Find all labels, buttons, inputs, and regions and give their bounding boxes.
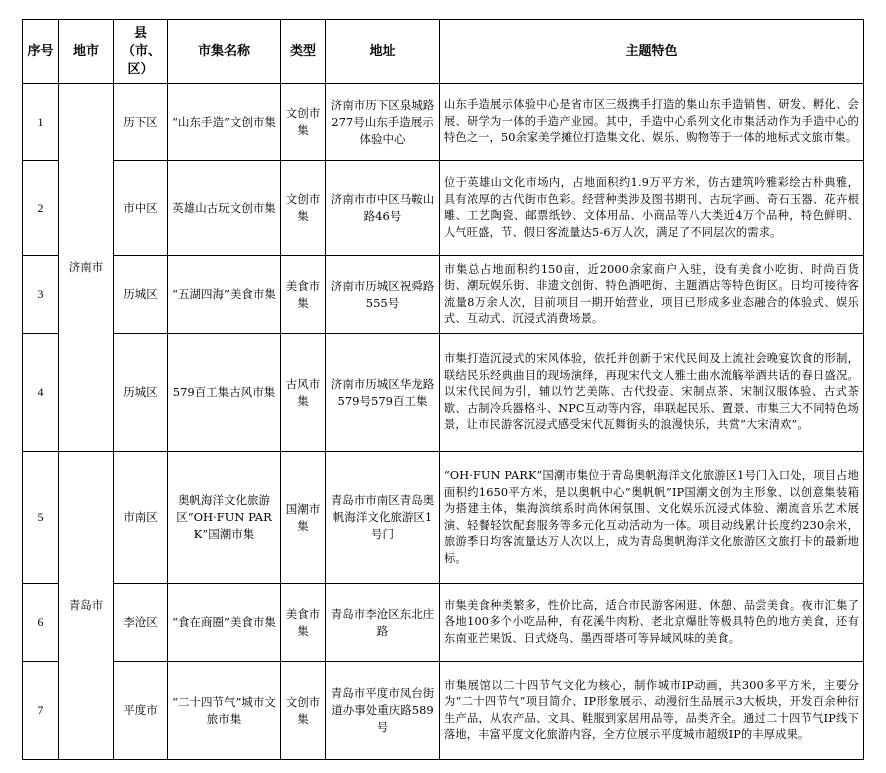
- row-address: 济南市市中区马鞍山路46号: [326, 161, 440, 256]
- header-feature: 主题特色: [440, 20, 864, 84]
- header-city: 地市: [59, 20, 114, 84]
- row-feature: 市集展馆以二十四节气文化为核心，制作城市IP动画，共300多平方米，主要分为“二十四节气”项目简介、IP形象展示、动漫衍生品展示3大板块，开发百余种衍生产品，从农产品、文具、鞋服到家居用品等，品类齐全。通过二十四节气IP线下落地，丰富平度文化旅游内容，全方位展示平度城市超级IP的丰厚成果。: [440, 662, 864, 760]
- header-name: 市集名称: [168, 20, 281, 84]
- row-market-name: “五湖四海”美食市集: [168, 256, 281, 334]
- row-market-name: “山东手造”文创市集: [168, 84, 281, 161]
- table-row: [23, 84, 864, 161]
- row-type: 美食市集: [281, 256, 326, 334]
- row-market-name: “二十四节气”城市文旅市集: [168, 662, 281, 760]
- row-type: 美食市集: [281, 584, 326, 662]
- row-seq: 5: [23, 452, 59, 584]
- header-type: 类型: [281, 20, 326, 84]
- row-type: 古风市集: [281, 334, 326, 452]
- row-seq: 3: [23, 256, 59, 334]
- row-address: 青岛市李沧区东北庄路: [326, 584, 440, 662]
- row-address: 济南市历下区泉城路277号山东手造展示体验中心: [326, 84, 440, 161]
- row-seq: 1: [23, 84, 59, 161]
- row-market-name: 奥帆海洋文化旅游区“OH·FUN PARK”国潮市集: [168, 452, 281, 584]
- city-cell-qingdao: 青岛市: [59, 452, 114, 760]
- row-county: 历下区: [114, 84, 168, 161]
- row-county: 李沧区: [114, 584, 168, 662]
- header-seq: 序号: [23, 20, 59, 84]
- row-feature: 市集打造沉浸式的宋风体验，依托并创新于宋代民间及上流社会晚宴饮食的形制，联结民乐经典曲目的现场演绎，再现宋代文人雅士曲水流觞举酒共话的春日盛况。以宋代民间为引，辅以竹艺美陈、古代投壶、宋制点茶、宋制汉服体验、古式茶歇、古制冷兵器格斗、NPC互动等内容，串联起民乐、置景、市集三大不同特色场景，让市民游客沉浸式感受宋代瓦舞街头的浪漫快乐，共赏“大宋清欢”。: [440, 334, 864, 452]
- row-county: 历城区: [114, 334, 168, 452]
- row-seq: 2: [23, 161, 59, 256]
- row-type: 国潮市集: [281, 452, 326, 584]
- table-row: [23, 256, 864, 334]
- row-market-name: 英雄山古玩文创市集: [168, 161, 281, 256]
- row-feature: 位于英雄山文化市场内，占地面积约1.9万平方米，仿古建筑吟雅彩绘古朴典雅，具有浓厚的古代街市色彩。经营种类涉及图书期刊、古玩字画、奇石玉器、花卉根雕、工艺陶瓷、邮票纸钞、文体用品、小商品等八大类近4万个品种，特色鲜明、人气旺盛，节、假日客流量达5-6万人次，满足了不同层次的需求。: [440, 161, 864, 256]
- table-row: [23, 452, 864, 584]
- row-type: 文创市集: [281, 161, 326, 256]
- row-address: 青岛市平度市凤台街道办事处重庆路589号: [326, 662, 440, 760]
- table-row: [23, 584, 864, 662]
- row-address: 青岛市市南区青岛奥帆海洋文化旅游区1号门: [326, 452, 440, 584]
- table-row: [23, 662, 864, 760]
- row-seq: 6: [23, 584, 59, 662]
- row-address: 济南市历城区祝舜路555号: [326, 256, 440, 334]
- row-type: 文创市集: [281, 84, 326, 161]
- table-row: [23, 161, 864, 256]
- row-market-name: 579百工集古风市集: [168, 334, 281, 452]
- market-table: [22, 19, 864, 760]
- row-address: 济南市历城区华龙路579号579百工集: [326, 334, 440, 452]
- row-market-name: “食在商圈”美食市集: [168, 584, 281, 662]
- row-type: 文创市集: [281, 662, 326, 760]
- row-feature: 市集美食种类繁多，性价比高，适合市民游客闲逛、休憩、品尝美食。夜市汇集了各地100多个小吃品种，有花溪牛肉粉、老北京爆肚等极具特色的地方美食，还有东南亚芒果饭、日式烧鸟、墨西哥塔可等异域风味的美食。: [440, 584, 864, 662]
- table-row: [23, 334, 864, 452]
- header-row: [23, 20, 864, 84]
- row-county: 市南区: [114, 452, 168, 584]
- row-feature: 山东手造展示体验中心是省市区三级携手打造的集山东手造销售、研发、孵化、会展、研学为一体的手造产业园。其中，手造中心系列文化市集活动作为手造中心的特色之一，50余家美学摊位打造集文化、娱乐、购物等于一体的地标式文旅市集。: [440, 84, 864, 161]
- header-address: 地址: [326, 20, 440, 84]
- row-county: 历城区: [114, 256, 168, 334]
- row-feature: 市集总占地面积约150亩，近2000余家商户入驻，设有美食小吃街、时尚百货街、潮玩娱乐街、非遗文创街、特色酒吧街、主题酒店等特色街区。日均可接待客流量8万余人次，目前项目一期开始营业，项目已形成多业态融合的体验式、娱乐式、互动式、沉浸式消费场景。: [440, 256, 864, 334]
- city-cell-jinan: 济南市: [59, 84, 114, 452]
- row-county: 平度市: [114, 662, 168, 760]
- header-county: 县（市、区）: [114, 20, 168, 84]
- row-county: 市中区: [114, 161, 168, 256]
- row-seq: 7: [23, 662, 59, 760]
- row-feature: “OH·FUN PARK”国潮市集位于青岛奥帆海洋文化旅游区1号门入口处，项目占地面积约1650平方米，是以奥帆中心“奥帆帆”IP国潮文创为主形象、以创意集装箱为搭建主体，集海滨缤系时尚休闲氛围、文化娱乐沉浸式体验、潮流音乐艺术展演、轻餐轻饮配套服务等多元化互动活动为一体。项目动线累计长度约230余米，旅游季日均客流量达万人次以上，成为青岛奥帆海洋文化旅游区文旅打卡的最新地标。: [440, 452, 864, 584]
- row-seq: 4: [23, 334, 59, 452]
